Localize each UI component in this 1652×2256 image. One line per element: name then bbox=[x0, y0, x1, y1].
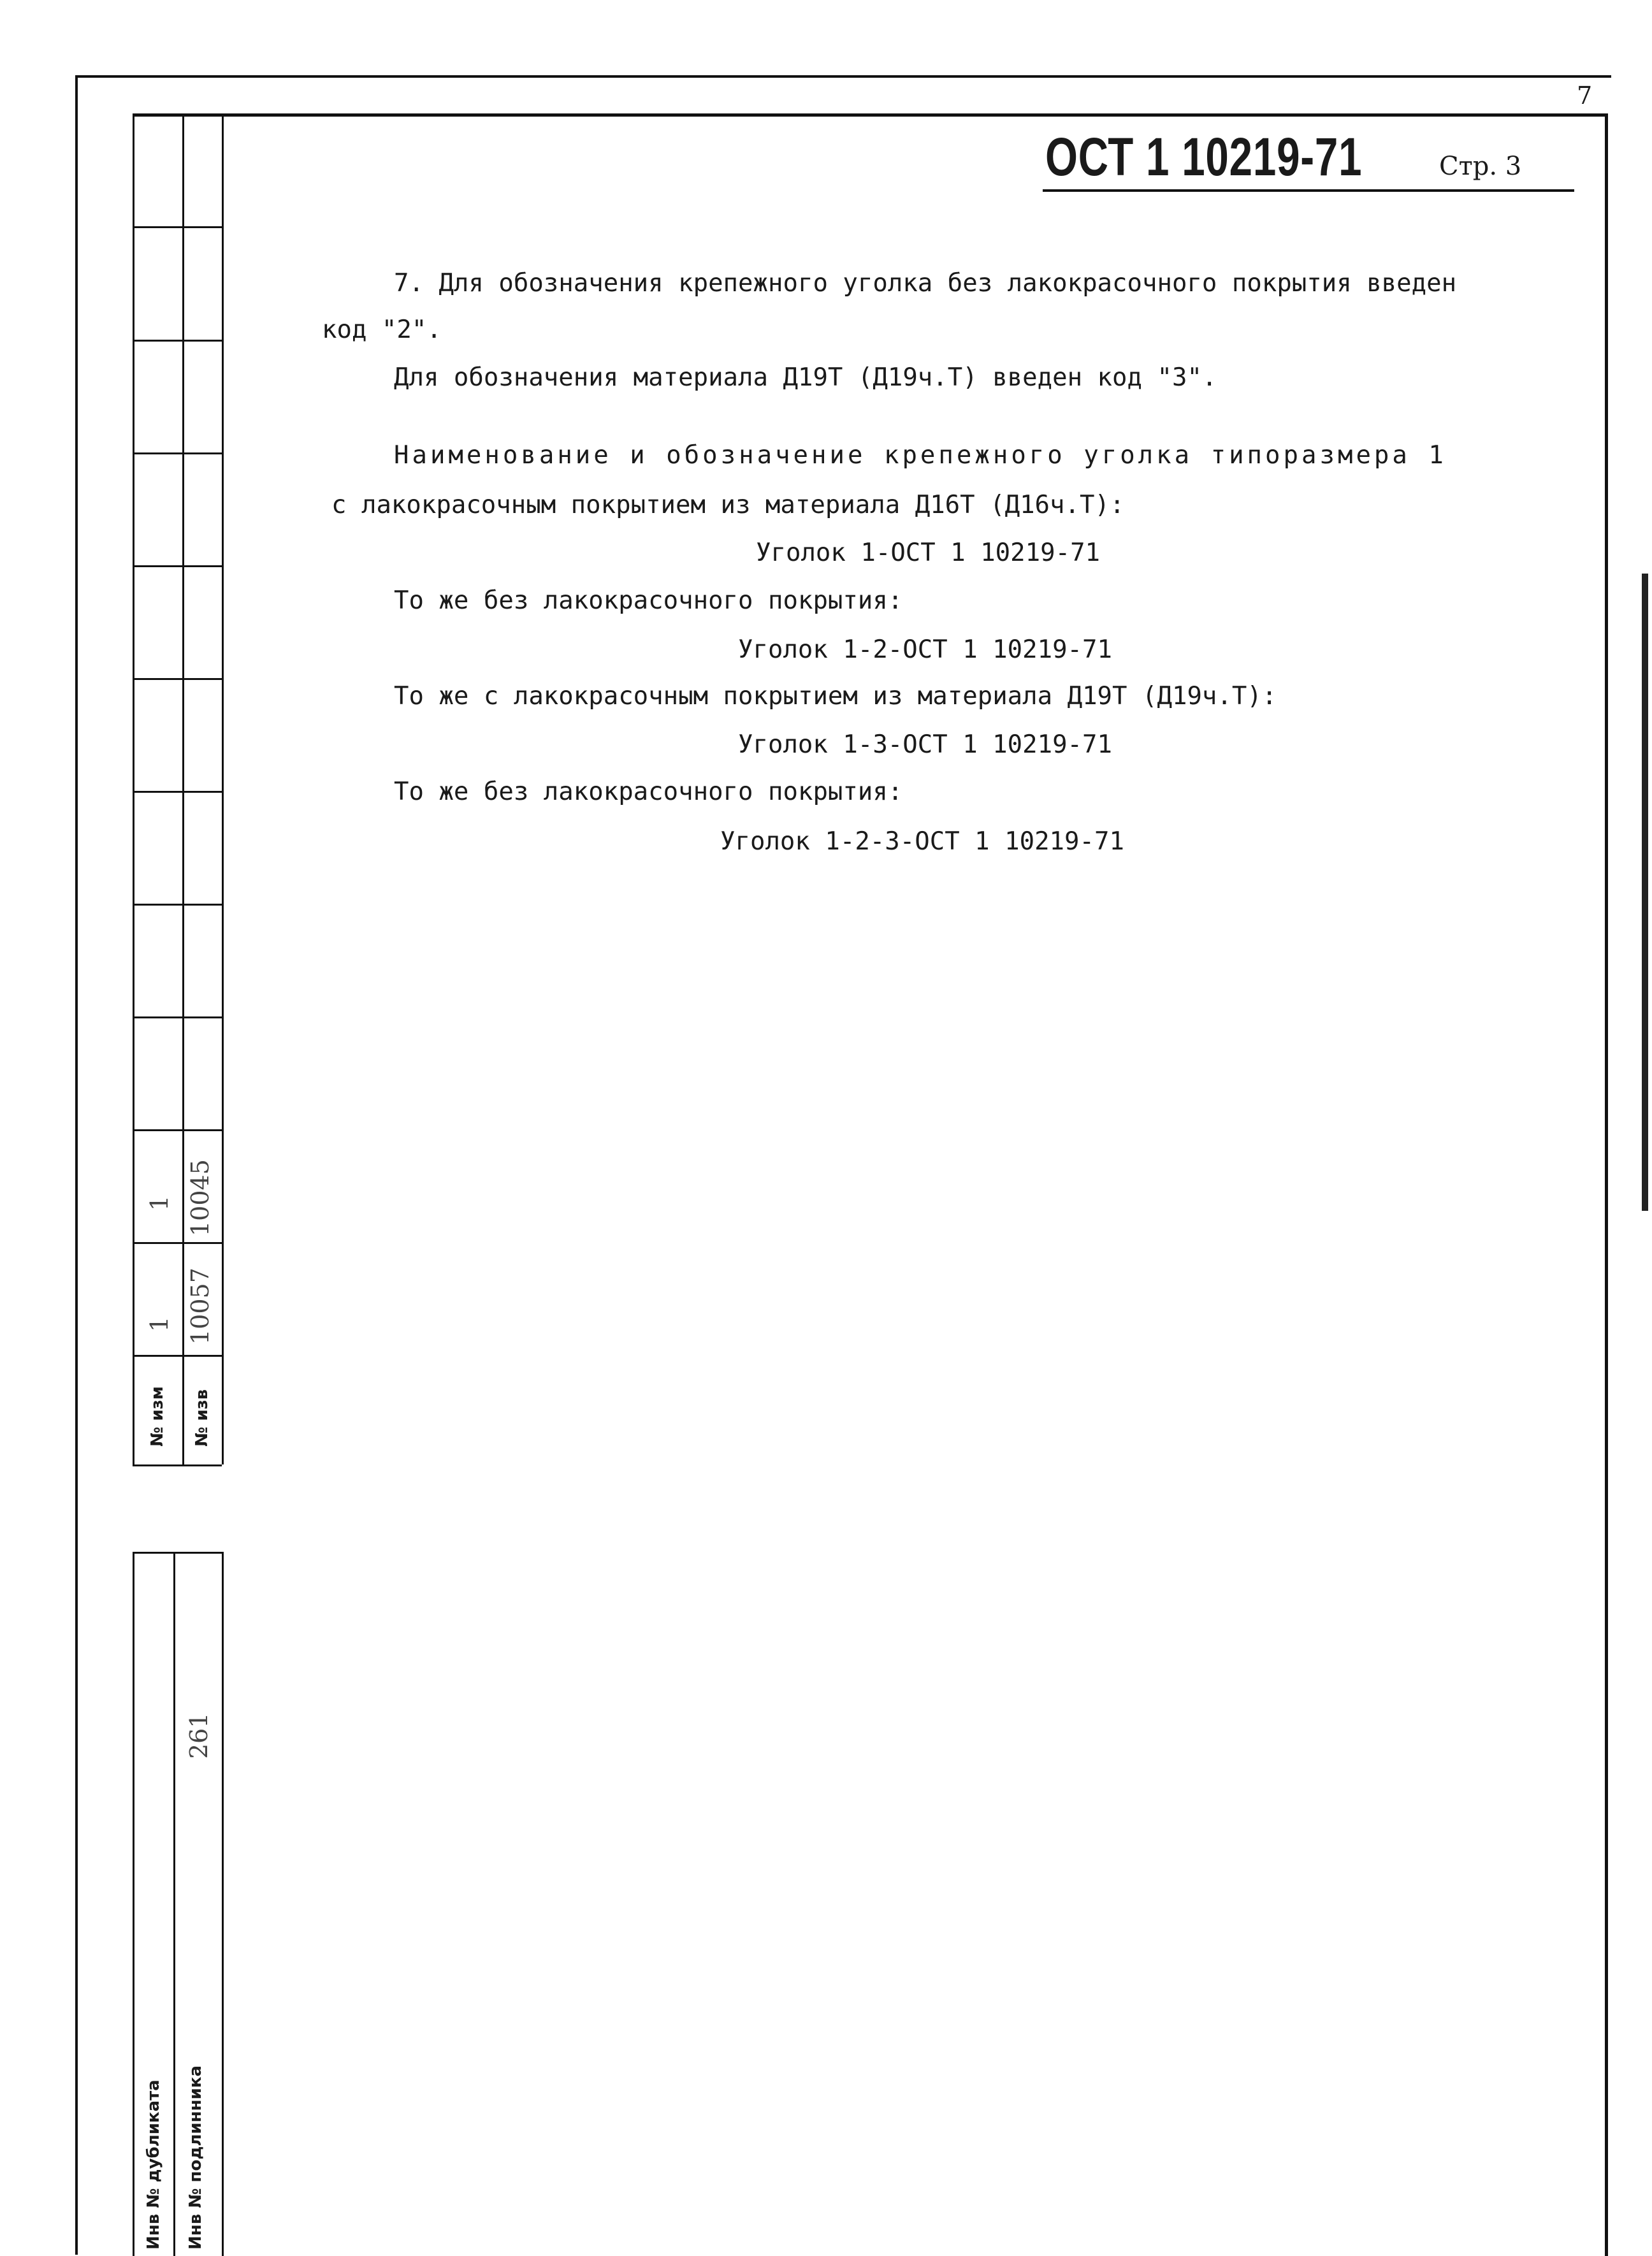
notice-value-1: 10057 bbox=[186, 1268, 214, 1345]
sheet-number: 7 bbox=[1577, 82, 1593, 110]
case-2-text: То же без лакокрасочного покрытия: bbox=[394, 586, 903, 615]
inner-frame-top bbox=[133, 113, 1607, 117]
designation-3: Уголок 1-3-ОСТ 1 10219-71 bbox=[738, 730, 1112, 759]
outer-frame-top bbox=[75, 75, 1611, 78]
para7-line1: 7. Для обозначения крепежного уголка без лакокрасочного покрытия введен bbox=[394, 269, 1457, 298]
example-heading-line2: с лакокрасочным покрытием из материала Д16Т (Д16ч.Т): bbox=[331, 491, 1125, 519]
stamp-col-line-3 bbox=[222, 113, 224, 1464]
stamp-col-line-2 bbox=[182, 113, 184, 1464]
example-heading-line1: Наименование и обозначение крепежного уголка типоразмера 1 bbox=[394, 441, 1447, 470]
duplicate-inventory-value: 261 bbox=[185, 1712, 213, 1759]
page-number: Стр. 3 bbox=[1439, 152, 1522, 181]
document-code: ОСТ 1 10219-71 bbox=[1045, 127, 1363, 187]
change-value-1: 1 bbox=[145, 1316, 173, 1332]
case-4-text: То же без лакокрасочного покрытия: bbox=[394, 777, 903, 806]
designation-4: Уголок 1-2-3-ОСТ 1 10219-71 bbox=[720, 827, 1124, 856]
original-inventory-label: Инв № подлинника bbox=[186, 2065, 205, 2250]
header-underline bbox=[1043, 189, 1574, 192]
notice-value-2: 10045 bbox=[186, 1159, 214, 1236]
stamp-col-line-1 bbox=[133, 113, 134, 1464]
para7-line2: код "2". bbox=[322, 315, 442, 344]
para7-line3: Для обозначения материала Д19Т (Д19ч.Т) введен код "3". bbox=[394, 363, 1217, 392]
designation-2: Уголок 1-2-ОСТ 1 10219-71 bbox=[738, 635, 1112, 664]
designation-1: Уголок 1-ОСТ 1 10219-71 bbox=[756, 539, 1101, 567]
inner-frame-right bbox=[1605, 113, 1608, 2256]
change-number-label: № изм bbox=[148, 1386, 167, 1447]
scan-edge-mark bbox=[1642, 574, 1648, 1211]
outer-frame-left bbox=[75, 75, 78, 2255]
notice-number-label: № изв bbox=[192, 1389, 212, 1447]
case-3-text: То же с лакокрасочным покрытием из материала Д19Т (Д19ч.Т): bbox=[394, 682, 1277, 711]
duplicate-inventory-label: Инв № дубликата bbox=[144, 2079, 163, 2250]
change-value-2: 1 bbox=[145, 1195, 173, 1211]
